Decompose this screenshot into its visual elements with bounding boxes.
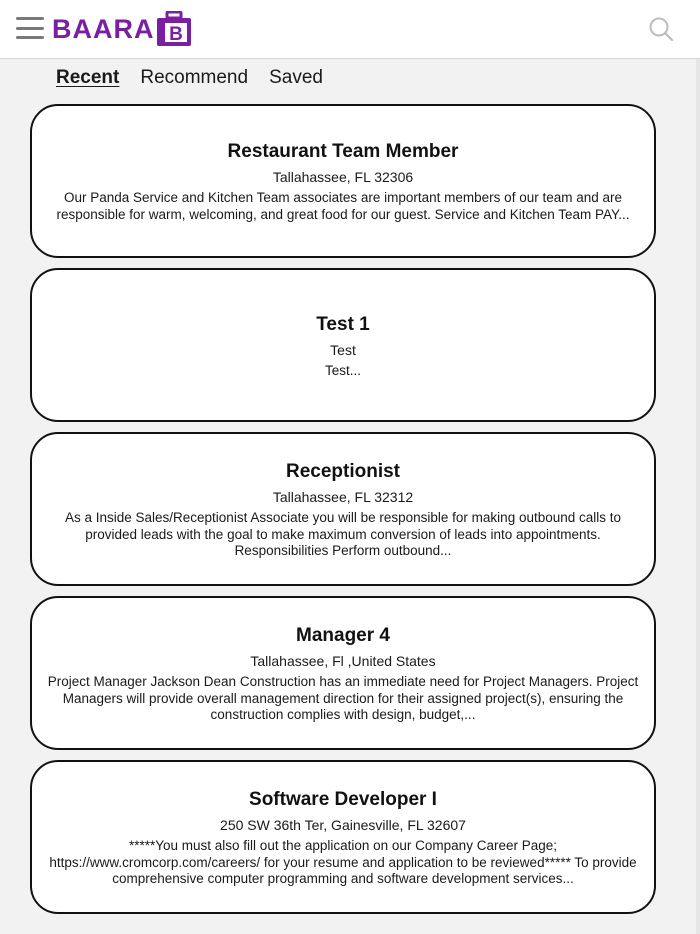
job-title: Software Developer I	[249, 789, 437, 810]
app-logo[interactable]	[52, 11, 192, 47]
search-icon[interactable]	[648, 16, 674, 42]
job-card[interactable]	[30, 760, 656, 914]
job-description: *****You must also fill out the application on our Company Career Page; https://www.cromcorp.com/careers/ for your resume and application to be reviewed***** To provide comprehensive computer programming and software development services...	[49, 838, 637, 886]
tab-recommend[interactable]: Recommend	[140, 67, 249, 88]
app-header	[0, 0, 700, 59]
job-card[interactable]	[30, 432, 656, 586]
job-card[interactable]	[30, 104, 656, 258]
job-description: Project Manager Jackson Dean Construction has an immediate need for Project Managers. Project Managers will provide overall management direction for their assigned project(s), ensuring the construction complies with design, budget,...	[47, 674, 639, 722]
job-description: Test...	[324, 363, 361, 378]
job-description: As a Inside Sales/Receptionist Associate you will be responsible for making outbound calls to provided leads with the goal to make maximum conversion of leads into appointments. Responsibilities Perform outbound...	[64, 510, 622, 558]
job-title: Restaurant Team Member	[227, 141, 459, 162]
job-title: Test 1	[316, 314, 370, 335]
job-description: Our Panda Service and Kitchen Team associates are important members of our team and are responsible for warm, welcoming, and great food for our guest. Service and Kitchen Team PAY...	[56, 190, 630, 222]
job-location: Tallahassee, Fl ,United States	[250, 653, 436, 669]
job-location: Test	[330, 342, 356, 358]
tab-bar	[56, 66, 323, 92]
tab-saved[interactable]: Saved	[269, 67, 323, 88]
scrollbar[interactable]	[696, 59, 700, 934]
job-title: Manager 4	[296, 625, 390, 646]
job-title: Receptionist	[285, 461, 401, 482]
hamburger-menu-icon[interactable]	[16, 17, 44, 39]
job-card[interactable]	[30, 268, 656, 422]
tab-recent[interactable]: Recent	[56, 67, 120, 88]
logo-briefcase-icon	[156, 11, 192, 47]
logo-mark-letter: B	[168, 24, 183, 45]
job-location: 250 SW 36th Ter, Gainesville, FL 32607	[220, 817, 466, 833]
job-card[interactable]	[30, 596, 656, 750]
job-location: Tallahassee, FL 32306	[272, 169, 414, 185]
job-location: Tallahassee, FL 32312	[272, 489, 414, 505]
logo-text: BAARA	[52, 13, 155, 44]
job-list	[30, 104, 656, 924]
